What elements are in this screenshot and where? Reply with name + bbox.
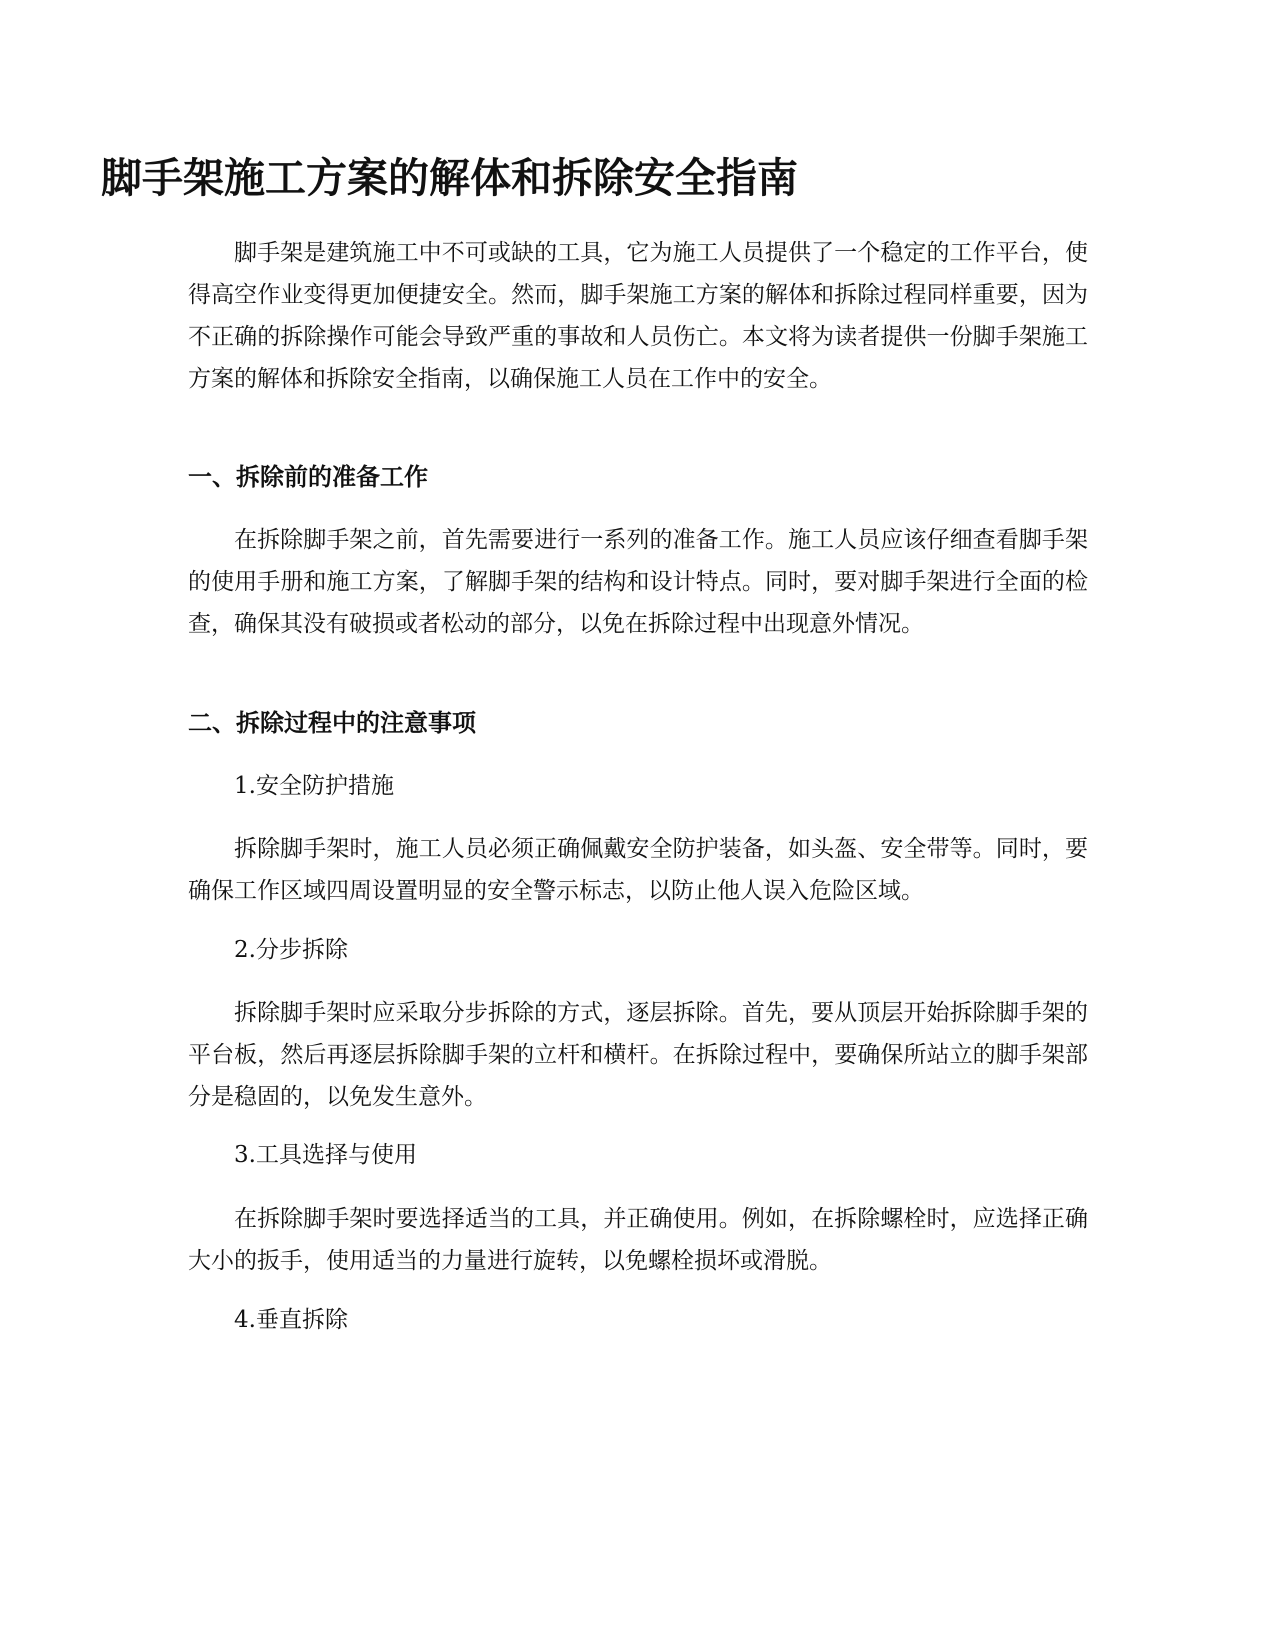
section-heading-preparation: 一、拆除前的准备工作 (188, 463, 428, 491)
item-body-tool-selection: 在拆除脚手架时要选择适当的工具，并正确使用。例如，在拆除螺栓时，应选择正确大小的扳手，使用适当的力量进行旋转，以免螺栓损坏或滑脱。 (188, 1206, 1088, 1274)
item-title-step-removal: 2.分步拆除 (234, 937, 348, 963)
preparation-paragraph: 在拆除脚手架之前，首先需要进行一系列的准备工作。施工人员应该仔细查看脚手架的使用手册和施工方案，了解脚手架的结构和设计特点。同时，要对脚手架进行全面的检查，确保其没有破损或者松动的部分，以免在拆除过程中出现意外情况。 (188, 527, 1088, 637)
document-title: 脚手架施工方案的解体和拆除安全指南 (101, 154, 798, 202)
item-title-vertical-removal: 4.垂直拆除 (234, 1307, 348, 1333)
intro-paragraph: 脚手架是建筑施工中不可或缺的工具，它为施工人员提供了一个稳定的工作平台，使得高空作业变得更加便捷安全。然而，脚手架施工方案的解体和拆除过程同样重要，因为不正确的拆除操作可能会导致严重的事故和人员伤亡。本文将为读者提供一份脚手架施工方案的解体和拆除安全指南，以确保施工人员在工作中的安全。 (188, 240, 1088, 392)
item-title-safety-protection: 1.安全防护措施 (234, 773, 394, 799)
item-title-tool-selection: 3.工具选择与使用 (234, 1142, 417, 1168)
section-heading-precautions: 二、拆除过程中的注意事项 (188, 709, 476, 737)
item-body-safety-protection: 拆除脚手架时，施工人员必须正确佩戴安全防护装备，如头盔、安全带等。同时，要确保工作区域四周设置明显的安全警示标志，以防止他人误入危险区域。 (188, 836, 1088, 904)
item-body-step-removal: 拆除脚手架时应采取分步拆除的方式，逐层拆除。首先，要从顶层开始拆除脚手架的平台板，然后再逐层拆除脚手架的立杆和横杆。在拆除过程中，要确保所站立的脚手架部分是稳固的，以免发生意外。 (188, 1000, 1088, 1110)
